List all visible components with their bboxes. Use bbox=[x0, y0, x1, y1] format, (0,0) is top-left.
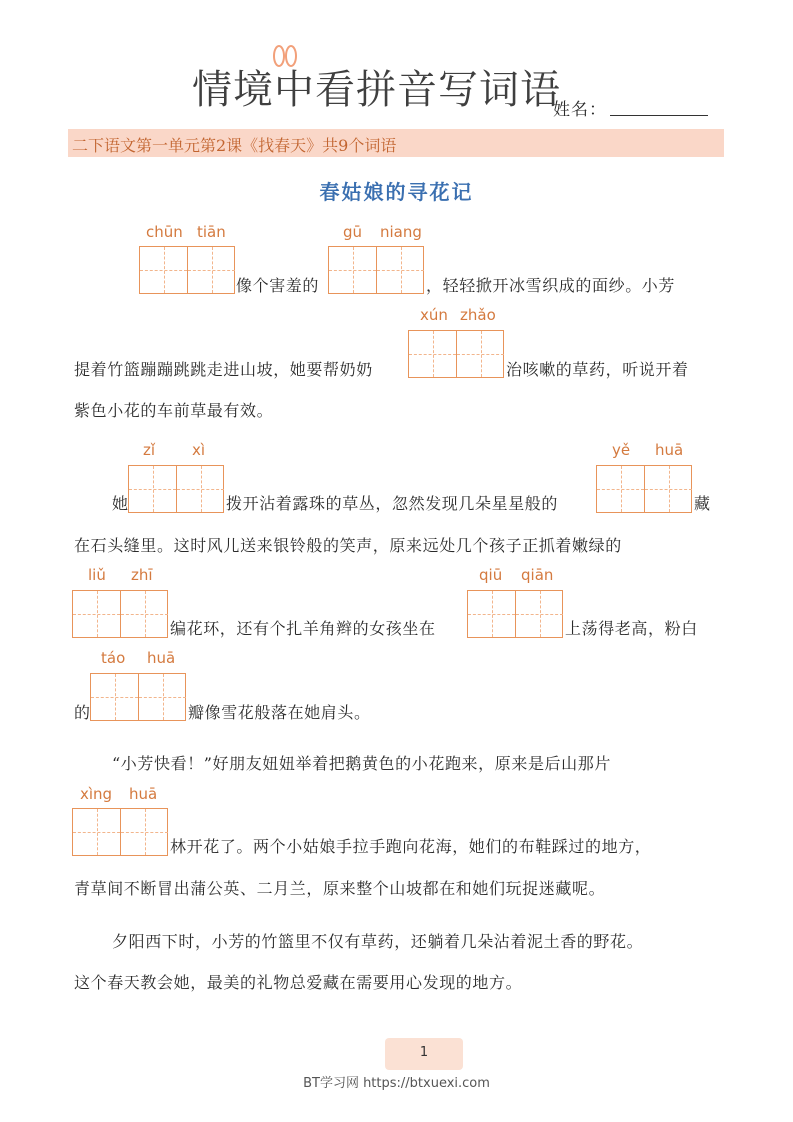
story-text: 这个春天教会她，最美的礼物总爱藏在需要用心发现的地方。 bbox=[74, 973, 523, 992]
bunny-ears-icon bbox=[266, 44, 304, 70]
writing-box-guniang[interactable] bbox=[328, 246, 424, 294]
story-text: 在石头缝里。这时风儿送来银铃般的笑声，原来远处几个孩子正抓着嫩绿的 bbox=[74, 536, 622, 555]
story-text: 藏 bbox=[694, 494, 711, 513]
writing-box-zixi[interactable] bbox=[128, 465, 224, 513]
page-number: 1 bbox=[419, 1045, 429, 1060]
pinyin-label: zhǎo bbox=[460, 306, 496, 324]
writing-box-xunzhao[interactable] bbox=[408, 330, 504, 378]
pinyin-label: xún bbox=[420, 306, 448, 324]
story-title: 春姑娘的寻花记 bbox=[319, 180, 474, 204]
story-text: 提着竹篮蹦蹦跳跳走进山坡，她要帮奶奶 bbox=[74, 360, 373, 379]
pinyin-label: gū bbox=[343, 223, 363, 241]
story-text: 的 bbox=[74, 703, 91, 722]
name-blank bbox=[610, 115, 708, 116]
footer-source: BT学习网 https://btxuexi.com bbox=[303, 1076, 490, 1091]
pinyin-label: huā bbox=[147, 649, 176, 667]
pinyin-label: xì bbox=[192, 441, 206, 459]
pinyin-label: táo bbox=[101, 649, 126, 667]
pinyin-label: huā bbox=[655, 441, 684, 459]
story-text: 林开花了。两个小姑娘手拉手跑向花海，她们的布鞋踩过的地方， bbox=[170, 837, 652, 856]
story-text: 瓣像雪花般落在她肩头。 bbox=[188, 703, 371, 722]
story-text: 她 bbox=[112, 494, 129, 513]
pinyin-label: chūn bbox=[146, 223, 183, 241]
story-text: 像个害羞的 bbox=[236, 276, 320, 295]
writing-box-liuzhi[interactable] bbox=[72, 590, 168, 638]
writing-box-qiuqian[interactable] bbox=[467, 590, 563, 638]
writing-box-xinghua[interactable] bbox=[72, 808, 168, 856]
story-text: 夕阳西下时，小芳的竹篮里不仅有草药，还躺着几朵沾着泥土香的野花。 bbox=[112, 932, 644, 951]
story-text: 治咳嗽的草药，听说开着 bbox=[506, 360, 689, 379]
pinyin-label: niang bbox=[380, 223, 422, 241]
writing-box-chuntian[interactable] bbox=[139, 246, 235, 294]
pinyin-label: zǐ bbox=[143, 441, 156, 459]
pinyin-label: zhī bbox=[131, 566, 153, 584]
pinyin-label: tiān bbox=[197, 223, 226, 241]
name-label: 姓名： bbox=[553, 100, 607, 120]
story-text: 拨开沾着露珠的草丛，忽然发现几朵星星般的 bbox=[226, 494, 559, 513]
pinyin-label: xìng bbox=[80, 785, 113, 803]
story-text: 编花环，还有个扎羊角辫的女孩坐在 bbox=[170, 619, 436, 638]
pinyin-label: yě bbox=[612, 441, 631, 459]
worksheet-title: 情境中看拼音写词语 bbox=[192, 67, 561, 113]
pinyin-label: liǔ bbox=[88, 566, 106, 584]
pinyin-label: qiān bbox=[521, 566, 554, 584]
story-text: 上荡得老高，粉白 bbox=[565, 619, 698, 638]
story-text: 紫色小花的车前草最有效。 bbox=[74, 401, 274, 420]
lesson-info: 二下语文第一单元第2课《找春天》共9个词语 bbox=[72, 136, 397, 155]
writing-box-taohua[interactable] bbox=[90, 673, 186, 721]
pinyin-label: qiū bbox=[479, 566, 503, 584]
story-text: “小芳快看！”好朋友妞妞举着把鹅黄色的小花跑来，原来是后山那片 bbox=[112, 754, 611, 773]
pinyin-label: huā bbox=[129, 785, 158, 803]
story-text: 青草间不断冒出蒲公英、二月兰，原来整个山坡都在和她们玩捉迷藏呢。 bbox=[74, 879, 606, 898]
story-text: ，轻轻掀开冰雪织成的面纱。小芳 bbox=[426, 276, 676, 295]
writing-box-yehua[interactable] bbox=[596, 465, 692, 513]
